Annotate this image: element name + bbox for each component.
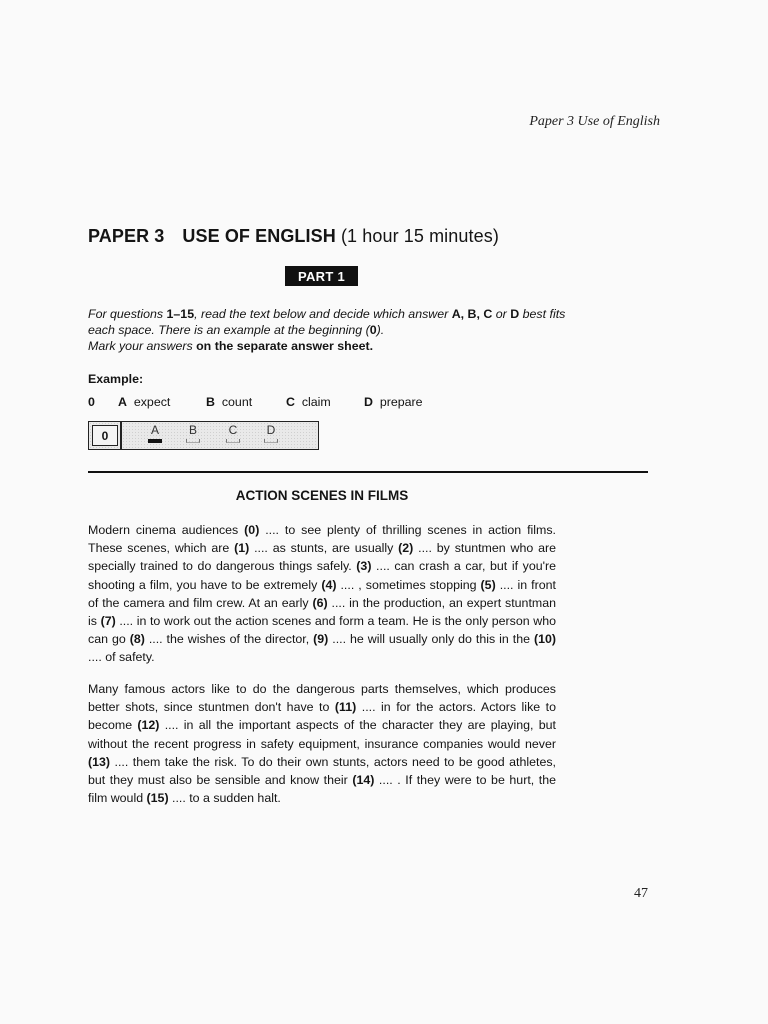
passage-text: .... . If they were to be hurt, the film would	[88, 773, 556, 806]
passage-text: .... the wishes of the director,	[144, 632, 314, 647]
instructions-line-2: Mark your answers on the separate answer sheet.	[88, 339, 374, 353]
passage-text: .... in the production, an expert stuntman is	[88, 595, 556, 629]
part-label: PART 1	[285, 266, 358, 286]
gap-number: (12)	[137, 718, 160, 733]
gap-number: (11)	[334, 700, 357, 715]
paper-duration: (1 hour 15 minutes)	[340, 226, 499, 246]
answer-box-number: 0	[92, 425, 118, 446]
example-number: 0	[88, 395, 95, 409]
example-label: Example:	[88, 372, 144, 386]
passage-text: .... as stunts, are usually	[249, 541, 399, 556]
example-answer-box	[88, 421, 319, 450]
page-number: 47	[634, 886, 648, 901]
gap-number: (8)	[129, 632, 145, 647]
example-option-a: A expect	[118, 395, 171, 409]
passage-text: Modern cinema audiences	[88, 523, 245, 537]
running-head: Paper 3 Use of English	[529, 114, 660, 129]
gap-number: (0)	[244, 523, 260, 537]
passage-text: .... in all the important aspects of the character they are playing, but without the recent progress in safety equipment, insurance companies would never	[88, 718, 556, 751]
gap-number: (9)	[313, 632, 329, 647]
gap-number: (3)	[356, 559, 372, 574]
gap-number: (5)	[480, 577, 496, 592]
gap-number: (2)	[398, 541, 414, 556]
gap-number: (10)	[533, 632, 556, 647]
instructions	[88, 306, 568, 354]
gap-number: (14)	[352, 773, 375, 788]
instructions-line-1: For questions 1–15, read the text below and decide which answer A, B, C or D best fits each space. There is an example at the beginning (0).	[88, 307, 566, 337]
paper-heading	[88, 226, 499, 247]
gap-number: (13)	[88, 754, 111, 769]
example-option-b: B count	[206, 395, 253, 409]
example-option-c: C claim	[286, 395, 331, 409]
example-option-d: D prepare	[364, 395, 423, 409]
gap-number: (6)	[312, 595, 328, 610]
gap-number: (1)	[234, 541, 250, 556]
passage-title: ACTION SCENES IN FILMS	[235, 488, 409, 503]
paper-subject: USE OF ENGLISH	[182, 226, 336, 246]
answer-box-letter-a: A	[150, 423, 159, 437]
passage-text: .... he will usually only do this in the	[328, 632, 534, 647]
passage-text: .... of safety.	[88, 650, 155, 665]
passage-paragraph-2	[88, 680, 556, 807]
passage-text: .... in front of the camera and film crew. At an early	[88, 577, 556, 610]
passage-text: .... in for the actors. Actors like to become	[88, 700, 556, 733]
passage-text: .... , sometimes stopping	[336, 577, 481, 592]
passage-paragraph-1	[88, 521, 556, 667]
passage-text: .... them take the risk. To do their own stunts, actors need to be good athletes, but they must also be sensible and know their	[88, 754, 556, 788]
answer-box-divider	[120, 422, 122, 449]
passage-text: .... by stuntmen who are specially trained to do dangerous things safely.	[88, 541, 556, 574]
gap-number: (4)	[321, 577, 337, 592]
answer-box-lozenge-c	[226, 439, 240, 443]
answer-box-letter-c: C	[228, 423, 238, 437]
answer-box-letter-d: D	[266, 423, 276, 437]
section-divider	[88, 471, 648, 473]
passage-text: .... to a sudden halt.	[168, 791, 281, 806]
passage-text: .... to see plenty of thrilling scenes in action films. These scenes, which are	[88, 523, 556, 556]
answer-box-lozenge-a	[148, 439, 162, 443]
gap-number: (7)	[100, 614, 116, 629]
gap-number: (15)	[146, 791, 169, 806]
paper-number: PAPER 3	[88, 226, 165, 246]
passage-text: Many famous actors like to do the dangerous parts themselves, which produces better shots, since stuntmen don't have to	[88, 682, 556, 715]
answer-box-letter-b: B	[188, 423, 197, 437]
answer-box-lozenge-b	[186, 439, 200, 443]
passage-text: .... can crash a car, but if you're shooting a film, you have to be extremely	[88, 559, 556, 592]
answer-box-lozenge-d	[264, 439, 278, 443]
passage-text: .... in to work out the action scenes and form a team. He is the only person who can go	[88, 614, 556, 647]
